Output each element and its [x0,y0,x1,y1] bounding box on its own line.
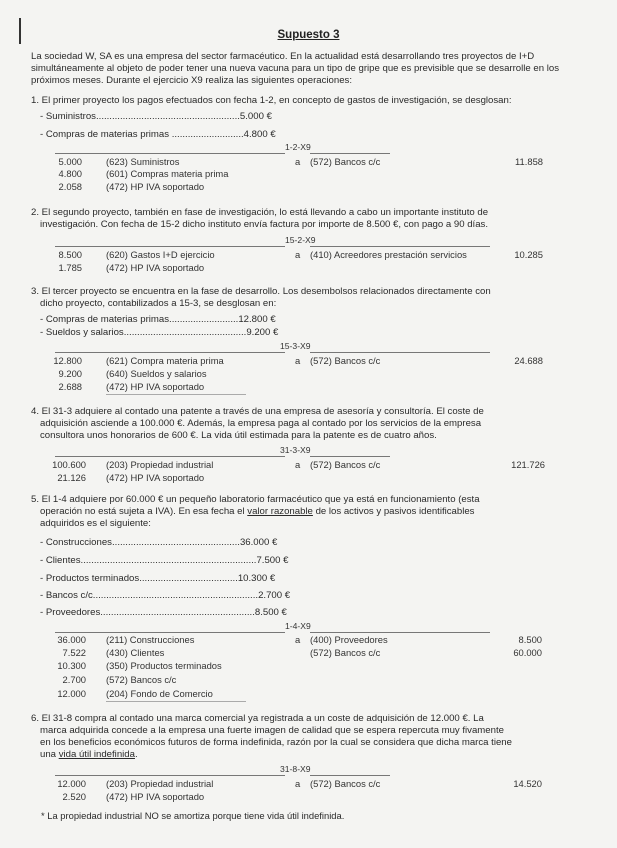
op2-debit-account-1: (620) Gastos I+D ejercicio [106,249,215,260]
op1-debit-amount-3: 2.058 [58,181,82,192]
op5-debit-account-5: (204) Fondo de Comercio [106,688,213,699]
op6-text-4: una vida útil indefinida. [40,749,138,760]
op6-credit-a: a [295,778,301,789]
op5-item-1: - Construcciones................................................36.000 € [40,537,278,548]
op3-debit-amount-2: 9.200 [58,368,82,379]
op3-debit-account-1: (621) Compra materia prima [106,355,224,366]
op2-debit-amount-1: 8.500 [58,249,82,260]
op1-item-1: - Suministros......................................................5.000 € [40,111,272,122]
op4-credit-a: a [295,459,301,470]
op1-credit-amount-1: 11.858 [515,156,543,167]
op5-debit-account-1: (211) Construcciones [106,634,195,645]
op5-credit-amount-1: 8.500 [518,634,542,645]
op5-debit-account-3: (350) Productos terminados [106,660,222,671]
op4-debit-account-2: (472) HP IVA soportado [106,472,205,483]
op3-credit-a: a [295,355,301,366]
op6-line-right [310,775,390,776]
op4-debit-account-1: (203) Propiedad industrial [106,459,214,470]
op4-text-3: consultora unos honorarios de 600 €. La vida útil estimada para la patente es de cuatro años. [40,430,437,441]
op5-credit-a: a [295,634,301,645]
op1-line-left [55,153,285,154]
op3-debit-amount-1: 12.800 [53,355,82,366]
op2-debit-account-2: (472) HP IVA soportado [106,262,205,273]
op6-date: 31-8-X9 [280,764,311,774]
op1-line-right [310,153,390,154]
op5-debit-account-2: (430) Clientes [106,647,165,658]
op3-line-left [55,352,285,353]
op2-text-2: investigación. Con fecha de 15-2 dicho instituto envía factura por importe de 8.500 €, con pago a 90 días. [40,219,488,230]
op5-item-2: - Clientes..................................................................7.500 € [40,555,289,566]
op3-line-right [310,352,490,353]
op3-date: 15-3-X9 [280,341,311,351]
op1-debit-account-2: (601) Compras materia prima [106,168,229,179]
op6-text-3: en los beneficios económicos futuros de forma indefinida, razón por la cual se considera que dicha marca tiene [40,737,512,748]
op1-date: 1-2-X9 [285,142,311,152]
op5-credit-account-1: (400) Proveedores [310,634,388,645]
op3-item-1: - Compras de materias primas..........................12.800 € [40,314,276,325]
op2-credit-account-1: (410) Acreedores prestación servicios [310,249,467,260]
op4-debit-amount-2: 21.126 [57,472,86,483]
op2-text-1: 2. El segundo proyecto, también en fase de investigación, lo está llevando a cabo un importante instituto de [31,207,489,218]
op3-item-2: - Sueldos y salarios..............................................9.200 € [40,327,279,338]
op6-line-left [55,775,285,776]
op5-debit-account-4: (572) Bancos c/c [106,674,177,685]
op5-debit-amount-4: 2.700 [62,674,86,685]
op5-debit-amount-5: 12.000 [57,688,86,699]
op4-date: 31-3-X9 [280,445,311,455]
op5-text-3: adquiridos es el siguiente: [40,518,151,529]
op4-line-left [55,456,285,457]
op2-credit-a: a [295,249,301,260]
op1-debit-amount-1: 5.000 [58,156,82,167]
op3-debit-amount-3: 2.688 [58,381,82,392]
op3-credit-amount-1: 24.688 [514,355,543,366]
op1-item-2: - Compras de materias primas ...........................4.800 € [40,129,276,140]
op4-text-1: 4. El 31-3 adquiere al contado una patente a través de una empresa de asesoría y consultoría. El coste de [31,406,484,417]
op4-debit-amount-1: 100.600 [52,459,86,470]
op4-credit-amount-1: 121.726 [511,459,545,470]
op5-line-left [55,632,285,633]
op5-underline [106,701,246,702]
footnote: * La propiedad industrial NO se amortiza porque tiene vida útil indefinida. [41,810,345,821]
op5-text-1: 5. El 1-4 adquiere por 60.000 € un pequeño laboratorio farmacéutico que ya está en funcionamiento (esta [31,494,480,505]
op1-text: 1. El primer proyecto los pagos efectuados con fecha 1-2, en concepto de gastos de investigación, se desglosan: [31,95,512,106]
op5-date: 1-4-X9 [285,621,311,631]
op6-debit-account-1: (203) Propiedad industrial [106,778,214,789]
op2-credit-amount-1: 10.285 [514,249,543,260]
op1-credit-a: a [295,156,301,167]
op4-credit-account-1: (572) Bancos c/c [310,459,381,470]
op6-debit-account-2: (472) HP IVA soportado [106,791,205,802]
op4-text-2: adquisición asciende a 100.000 €. Además, la empresa paga al contado por los servicios de la empresa [40,418,482,429]
intro-paragraph: La sociedad W, SA es una empresa del sector farmacéutico. En la actualidad está desarrollando tres proyectos de I+D simultáneamente al objeto de poder tener una nueva vacuna para un tipo de gripe que es previsible que se desarrolle en los próximos meses. Durante el ejercicio X9 realiza las siguientes operaciones: [31,51,560,87]
op5-item-5: - Proveedores..........................................................8.500 € [40,607,287,618]
op5-credit-account-2: (572) Bancos c/c [310,647,381,658]
op6-text-1: 6. El 31-8 compra al contado una marca comercial ya registrada a un coste de adquisición de 12.000 €. La [31,713,484,724]
op5-line-right [310,632,490,633]
op1-debit-amount-2: 4.800 [58,168,82,179]
op4-line-right [310,456,390,457]
op3-underline [106,394,246,395]
op3-credit-account-1: (572) Bancos c/c [310,355,381,366]
op5-debit-amount-2: 7.522 [62,647,86,658]
op5-text-2: operación no está sujeta a IVA). En esa fecha el valor razonable de los activos y pasivos identificables [40,506,475,517]
op1-debit-account-1: (623) Suministros [106,156,180,167]
op5-credit-amount-2: 60.000 [513,647,542,658]
op6-debit-amount-1: 12.000 [57,778,86,789]
op5-debit-amount-1: 36.000 [57,634,86,645]
op3-debit-account-2: (640) Sueldos y salarios [106,368,207,379]
op1-debit-account-3: (472) HP IVA soportado [106,181,205,192]
op6-text-2: marca adquirida concede a la empresa una fuerte imagen de calidad que se espera repercuta muy fivamente [40,725,504,736]
op6-credit-account-1: (572) Bancos c/c [310,778,381,789]
op2-line-left [55,246,285,247]
op3-debit-account-3: (472) HP IVA soportado [106,381,205,392]
op2-debit-amount-2: 1.785 [58,262,82,273]
page-title: Supuesto 3 [277,29,340,41]
op2-line-right [310,246,490,247]
op5-item-4: - Bancos c/c..............................................................2.700 € [40,590,291,601]
op5-item-3: - Productos terminados.....................................10.300 € [40,573,276,584]
op1-credit-account-1: (572) Bancos c/c [310,156,381,167]
op3-text-2: dicho proyecto, contabilizados a 15-3, se desglosan en: [40,298,277,309]
op2-date: 15-2-X9 [285,235,316,245]
op6-debit-amount-2: 2.520 [62,791,86,802]
op5-debit-amount-3: 10.300 [57,660,86,671]
op3-text-1: 3. El tercer proyecto se encuentra en la fase de desarrollo. Los desembolsos relacionados directamente con [31,286,491,297]
op6-credit-amount-1: 14.520 [513,778,542,789]
